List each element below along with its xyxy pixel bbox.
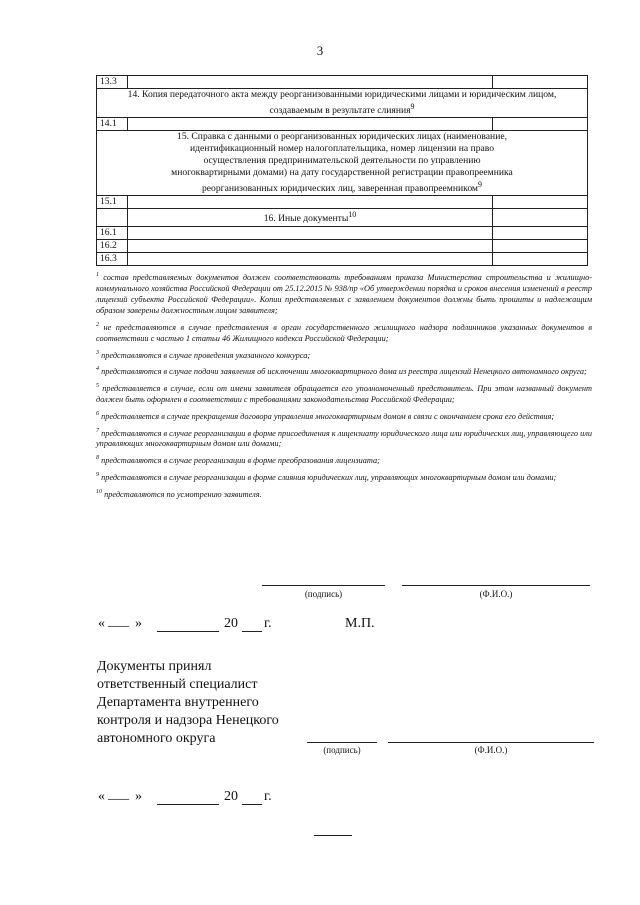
footnote: $^5$ представляется в случае, если от имени заявителя обращается его уполномоченный представитель. При этом названный документ должен быть оформлен в соответствии с требованиями законодательства Российской Федерации; [96,383,592,404]
footnote: $^{10}$ представляются по усмотрению заявителя. [96,488,262,499]
table-row [97,209,588,226]
signature-caption: (подпись) [304,589,343,599]
bottom-rule [314,835,352,836]
table-row [97,131,588,196]
fio-line [402,585,590,586]
accepted-by-block: Документы принял ответственный специалист Департамента внутреннего контроля и надзора Ненецкого автономного округа [97,659,279,746]
signature-caption: (подпись) [323,745,361,755]
footnote: $^7$ представляются в случае реорганизации в форме присоединения к лицензиату юридического лица или юридических лиц, управляющего или управляющих многоквартирным домом или домами; [96,427,592,449]
row-number: 16.3 [97,252,128,265]
section-heading-16: 16. Иные документы$^{10}$ [128,209,493,226]
footnote: $^1$ состав представляемых документов должен соответствовать требованиям приказа Министерства строительства и жилищно-коммунального хозяйства Российской Федерации от 25.12.2015 № 938/пр «Об утверждении порядка и сроков внесения изменений в реестр лицензий субъекта Российской Федерации». Копии представляемых с заявлением документов должны быть прошиты и надлежащим образом заверены должностным лицом заявителя; [96,272,592,315]
footnote: $^4$ представляются в случае подачи заявления об исключении многоквартирного дома из реестра лицензий Ненецкого автономного округа; [96,366,587,377]
row-number: 13.3 [97,76,128,89]
year-line [242,631,262,632]
documents-table [96,75,588,266]
row-number: 16.1 [97,226,128,239]
table-row [97,76,588,89]
signature-line [262,585,385,586]
table-row [97,252,588,265]
footnote: $^2$ не представляются в случае представления в орган государственного жилищного надзора подлинников указанных документов в соответствии с частью 1 статьи 46 Жилищного кодекса Российской Федерации; [96,321,593,343]
table-row [97,196,588,209]
signature-line [307,742,377,743]
year-line [242,804,262,805]
table-row [97,239,588,252]
table-row [97,89,588,118]
footnote: $^6$ представляется в случае прекращения договора управления многоквартирным домом в связи с окончанием срока его действия; [96,410,555,421]
table-row [97,118,588,131]
footnote: $^3$ представляются в случае проведения указанного конкурса; [96,349,311,360]
footnotes [96,270,592,504]
row-number: 14.1 [97,118,128,131]
footnote: $^8$ представляются в случае реорганизации в форме преобразования лицензиата; [96,455,380,466]
month-line [157,631,219,632]
row-number: 15.1 [97,196,128,209]
stamp-label: М.П. [345,616,375,631]
section-heading-15: 15. Справка с данными о реорганизованных юридических лицах (наименование, идентификационный номер налогоплательщика, номер лицензии на право осуществления предпринимательской деятельности по управлению многоквартирными домами) на дату государственной регистрации правопреемника реорганизованных юридических лиц, заверенная правопреемником$^9$ [97,131,588,196]
section-14-text: 14. Копия передаточного акта между реорганизованными юридическими лицами и юридическим лицом, создаваемым в результате слияния [127,89,557,117]
section-heading-14: 14. Копия передаточного акта между реорганизованными юридическими лицами и юридическим лицом, создаваемым в результате слияния$^9$ [97,89,588,118]
fio-line [388,742,594,743]
fio-caption: (Ф.И.О.) [474,745,508,755]
row-number: 16.2 [97,239,128,252]
month-line [157,804,219,805]
table-row [97,226,588,239]
page-number: 3 [316,43,324,58]
footnote: $^9$ представляются в случае реорганизации в форме слияния юридических лиц, управляющих многоквартирным домом или домами; [96,472,557,482]
fio-caption: (Ф.И.О.) [479,589,513,599]
